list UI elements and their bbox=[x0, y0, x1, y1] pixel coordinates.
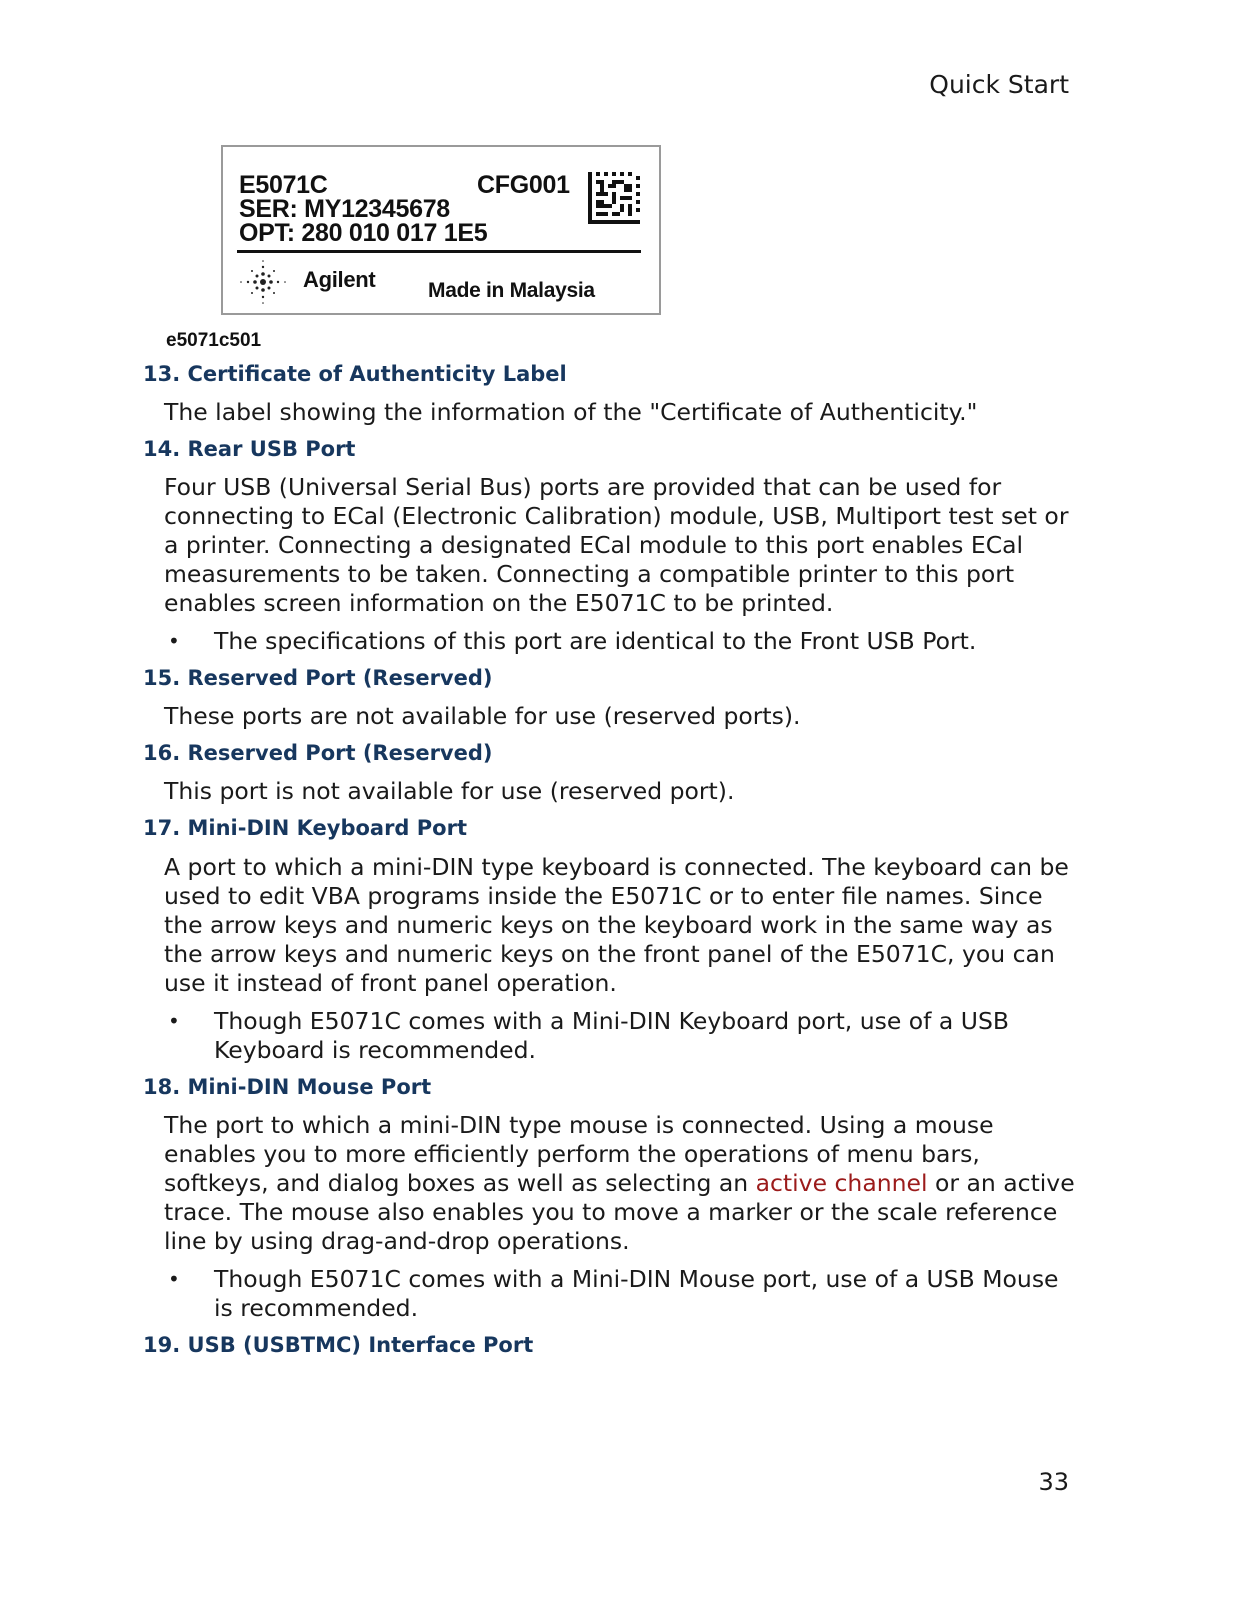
page-number: 33 bbox=[1038, 1468, 1069, 1496]
section-heading-13: 13. Certificate of Authenticity Label bbox=[143, 362, 567, 386]
paragraph-text-after-link: or an active trace. The mouse also enables you to move a marker or the scale reference line by using drag-and-drop operations. bbox=[164, 1169, 1075, 1255]
bullet-icon: • bbox=[168, 1009, 180, 1033]
bullet-icon: • bbox=[168, 629, 180, 653]
section-heading-15: 15. Reserved Port (Reserved) bbox=[143, 666, 493, 690]
bullet-text: Though E5071C comes with a Mini-DIN Mouse port, use of a USB Mouse is recommended. bbox=[214, 1265, 1059, 1322]
section-13-paragraph: The label showing the information of the "Certificate of Authenticity." bbox=[164, 398, 978, 426]
label-brand: Agilent bbox=[303, 267, 376, 292]
section-heading-14: 14. Rear USB Port bbox=[143, 437, 356, 461]
section-17-bullet bbox=[164, 1007, 1064, 1065]
bullet-text: The specifications of this port are identical to the Front USB Port. bbox=[214, 627, 977, 655]
label-serial: SER: MY12345678 bbox=[239, 195, 450, 223]
bullet-icon: • bbox=[168, 1267, 180, 1291]
section-18-bullet bbox=[164, 1265, 1064, 1323]
section-14-paragraph: Four USB (Universal Serial Bus) ports are provided that can be used for connecting to ECal (Electronic Calibration) module, USB, Multiport test set or a printer. Connecting a designated ECal module to this port enables ECal measurements to be taken. Connecting a compatible printer to this port enables screen information on the E5071C to be printed. bbox=[164, 473, 1069, 617]
section-heading-17: 17. Mini-DIN Keyboard Port bbox=[143, 816, 467, 840]
paragraph-text-before-link: The port to which a mini-DIN type mouse is connected. Using a mouse enables you to more efficiently perform the operations of menu bars, softkeys, and dialog boxes as well as selecting an bbox=[164, 1111, 994, 1197]
label-config: CFG001 bbox=[477, 171, 570, 199]
product-label-image bbox=[221, 145, 661, 315]
section-heading-19: 19. USB (USBTMC) Interface Port bbox=[143, 1333, 534, 1357]
label-divider bbox=[237, 250, 641, 253]
section-15-paragraph: These ports are not available for use (reserved ports). bbox=[164, 702, 801, 730]
section-heading-16: 16. Reserved Port (Reserved) bbox=[143, 741, 493, 765]
section-17-paragraph: A port to which a mini-DIN type keyboard is connected. The keyboard can be used to edit VBA programs inside the E5071C or to enter file names. Since the arrow keys and numeric keys on the keyboard work in the same way as the arrow keys and numeric keys on the front panel of the E5071C, you can use it instead of front panel operation. bbox=[164, 853, 1069, 997]
datamatrix-barcode-icon bbox=[588, 172, 640, 224]
section-heading-18: 18. Mini-DIN Mouse Port bbox=[143, 1075, 432, 1099]
section-14-bullet bbox=[164, 627, 1064, 656]
label-options: OPT: 280 010 017 1E5 bbox=[239, 219, 488, 247]
agilent-spark-logo-icon bbox=[235, 257, 291, 307]
bullet-text: Though E5071C comes with a Mini-DIN Keyboard port, use of a USB Keyboard is recommended. bbox=[214, 1007, 1010, 1064]
section-18-paragraph bbox=[164, 1111, 1084, 1256]
label-origin: Made in Malaysia bbox=[428, 279, 595, 302]
running-header: Quick Start bbox=[929, 70, 1069, 99]
label-model: E5071C bbox=[239, 171, 328, 199]
figure-caption: e5071c501 bbox=[166, 330, 262, 351]
section-16-paragraph: This port is not available for use (reserved port). bbox=[164, 777, 735, 805]
active-channel-link[interactable]: active channel bbox=[755, 1169, 928, 1197]
